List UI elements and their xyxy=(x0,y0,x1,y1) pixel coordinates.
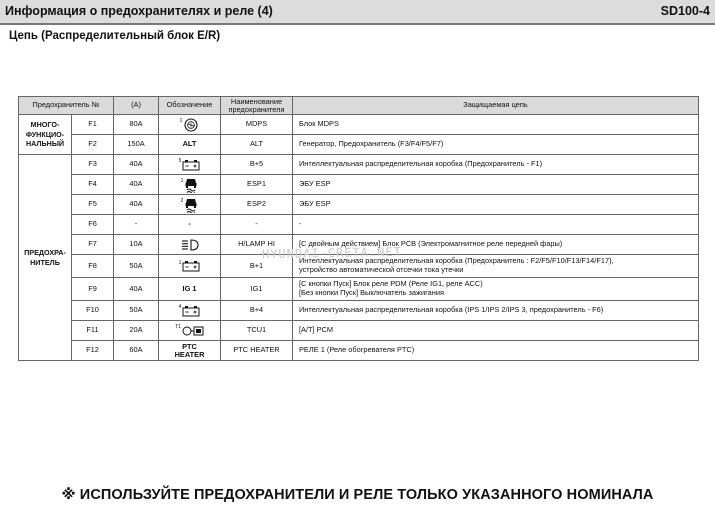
fuse-name: H/LAMP HI xyxy=(221,235,293,255)
fuse-number: F1 xyxy=(72,115,114,135)
fuse-amperage: 50A xyxy=(114,255,159,278)
fuse-symbol xyxy=(159,301,221,321)
circuit-line: [Без кнопки Пуск] Выключатель зажигания xyxy=(299,288,444,297)
fuse-symbol xyxy=(159,115,221,135)
fuse-amperage: 40A xyxy=(114,175,159,195)
fuse-symbol xyxy=(159,175,221,195)
group-multifunction: МНОГО-ФУНКЦИО-НАЛЬНЫЙ xyxy=(19,115,72,155)
fuse-name: PTC HEATER xyxy=(221,341,293,361)
protected-circuit: Интеллектуальная распределительная коробка (Предохранитель - F1) xyxy=(293,155,699,175)
symbol-index: 1 xyxy=(179,118,183,125)
circuit-line: [С кнопки Пуск] Блок реле PDM (Реле IG1, реле ACC) xyxy=(299,279,483,289)
page-code: SD100-4 xyxy=(660,4,710,18)
fuse-symbol xyxy=(159,195,221,215)
protected-circuit: [A/T] PCM xyxy=(293,321,699,341)
watermark: HYUNDAI-CRETA.NET xyxy=(261,244,402,262)
fuse-number: F7 xyxy=(72,235,114,255)
table-row xyxy=(19,301,699,321)
header-circuit: Защищаемая цепь xyxy=(293,97,699,115)
protected-circuit: Генератор, Предохранитель (F3/F4/F5/F7) xyxy=(293,135,699,155)
symbol-index: T1 xyxy=(175,324,181,331)
fuse-number: F5 xyxy=(72,195,114,215)
fuse-amperage: 20A xyxy=(114,321,159,341)
circuit-line: устройство автоматической отсечки тока утечки xyxy=(299,265,464,274)
fuse-amperage: 50A xyxy=(114,301,159,321)
fuse-name: IG1 xyxy=(221,278,293,301)
table-row xyxy=(19,215,699,235)
protected-circuit: [С двойным действием] Блок PCB (Электромагнитное реле передней фары) xyxy=(293,235,699,255)
symbol-index: 1 xyxy=(180,178,184,185)
protected-circuit: Интеллектуальная распределительная коробка (IPS 1/IPS 2/IPS 3, предохранитель - F6) xyxy=(293,301,699,321)
fuse-number: F10 xyxy=(72,301,114,321)
battery-icon xyxy=(179,305,201,317)
header-fuse-no: Предохранитель № xyxy=(19,97,114,115)
fuse-name: TCU1 xyxy=(221,321,293,341)
headlamp-icon xyxy=(181,239,199,251)
symbol-text-line: HEATER xyxy=(174,349,205,359)
esp-skid-icon xyxy=(181,197,199,213)
fuse-symbol xyxy=(159,321,221,341)
esp-skid-icon xyxy=(181,177,199,193)
table-header-row xyxy=(19,97,699,115)
fuse-number: F4 xyxy=(72,175,114,195)
page-title: Информация о предохранителях и реле (4) xyxy=(5,4,273,18)
fuse-symbol: ALT xyxy=(159,135,221,155)
symbol-index: 1 xyxy=(178,259,182,266)
steering-wheel-icon xyxy=(180,118,200,132)
fuse-symbol xyxy=(159,341,221,361)
fuse-amperage: 40A xyxy=(114,278,159,301)
fuse-symbol: - xyxy=(159,215,221,235)
protected-circuit: Блок MDPS xyxy=(293,115,699,135)
header-amp: (A) xyxy=(114,97,159,115)
protected-circuit: - xyxy=(293,215,699,235)
fuse-number: F8 xyxy=(72,255,114,278)
fuse-table xyxy=(18,96,699,361)
section-title: Цепь (Распределительный блок E/R) xyxy=(9,30,221,42)
fuse-name: ESP1 xyxy=(221,175,293,195)
fuse-table-body xyxy=(19,115,699,361)
fuse-symbol xyxy=(159,235,221,255)
table-row xyxy=(19,115,699,135)
protected-circuit: ЭБУ ESP xyxy=(293,175,699,195)
transmission-icon xyxy=(175,325,204,337)
table-row xyxy=(19,278,699,301)
fuse-number: F9 xyxy=(72,278,114,301)
fuse-name: MDPS xyxy=(221,115,293,135)
battery-icon xyxy=(179,260,201,272)
fuse-number: F11 xyxy=(72,321,114,341)
circuit-line: Интеллектуальная распределительная коробка (Предохранитель : F2/F5/F10/F13/F14/F17), xyxy=(299,256,614,266)
fuse-name: B+1 xyxy=(221,255,293,278)
fuse-name: ESP2 xyxy=(221,195,293,215)
table-row xyxy=(19,155,699,175)
fuse-amperage: 80A xyxy=(114,115,159,135)
fuse-number: F2 xyxy=(72,135,114,155)
symbol-index: 4 xyxy=(178,304,182,311)
group-fuse: ПРЕДОХРА-НИТЕЛЬ xyxy=(19,155,72,361)
table-row xyxy=(19,135,699,155)
fuse-symbol: IG 1 xyxy=(159,278,221,301)
fuse-name: - xyxy=(221,215,293,235)
fuse-amperage: 10A xyxy=(114,235,159,255)
fuse-amperage: 150A xyxy=(114,135,159,155)
fuse-number: F12 xyxy=(72,341,114,361)
battery-icon xyxy=(179,159,201,171)
fuse-name: ALT xyxy=(221,135,293,155)
protected-circuit xyxy=(293,278,699,301)
table-row xyxy=(19,341,699,361)
header-bar xyxy=(0,0,715,25)
fuse-name: B+4 xyxy=(221,301,293,321)
header-name: Наименование предохранителя xyxy=(221,97,293,115)
symbol-index: 2 xyxy=(180,198,184,205)
fuse-symbol xyxy=(159,255,221,278)
symbol-index: 5 xyxy=(178,158,182,165)
fuse-name: B+5 xyxy=(221,155,293,175)
fuse-number: F3 xyxy=(72,155,114,175)
fuse-amperage: 40A xyxy=(114,195,159,215)
fuse-amperage: 60A xyxy=(114,341,159,361)
fuse-symbol xyxy=(159,155,221,175)
protected-circuit: ЭБУ ESP xyxy=(293,195,699,215)
footer-note: ※ ИСПОЛЬЗУЙТЕ ПРЕДОХРАНИТЕЛИ И РЕЛЕ ТОЛЬКО УКАЗАННОГО НОМИНАЛА xyxy=(61,487,654,503)
protected-circuit: РЕЛЕ 1 (Реле обогревателя PTC) xyxy=(293,341,699,361)
table-row xyxy=(19,321,699,341)
symbol-text-line: PTC xyxy=(182,341,197,351)
fuse-number: F6 xyxy=(72,215,114,235)
table-row xyxy=(19,195,699,215)
table-row xyxy=(19,175,699,195)
fuse-amperage: 40A xyxy=(114,155,159,175)
header-symbol: Обозначение xyxy=(159,97,221,115)
fuse-amperage: - xyxy=(114,215,159,235)
